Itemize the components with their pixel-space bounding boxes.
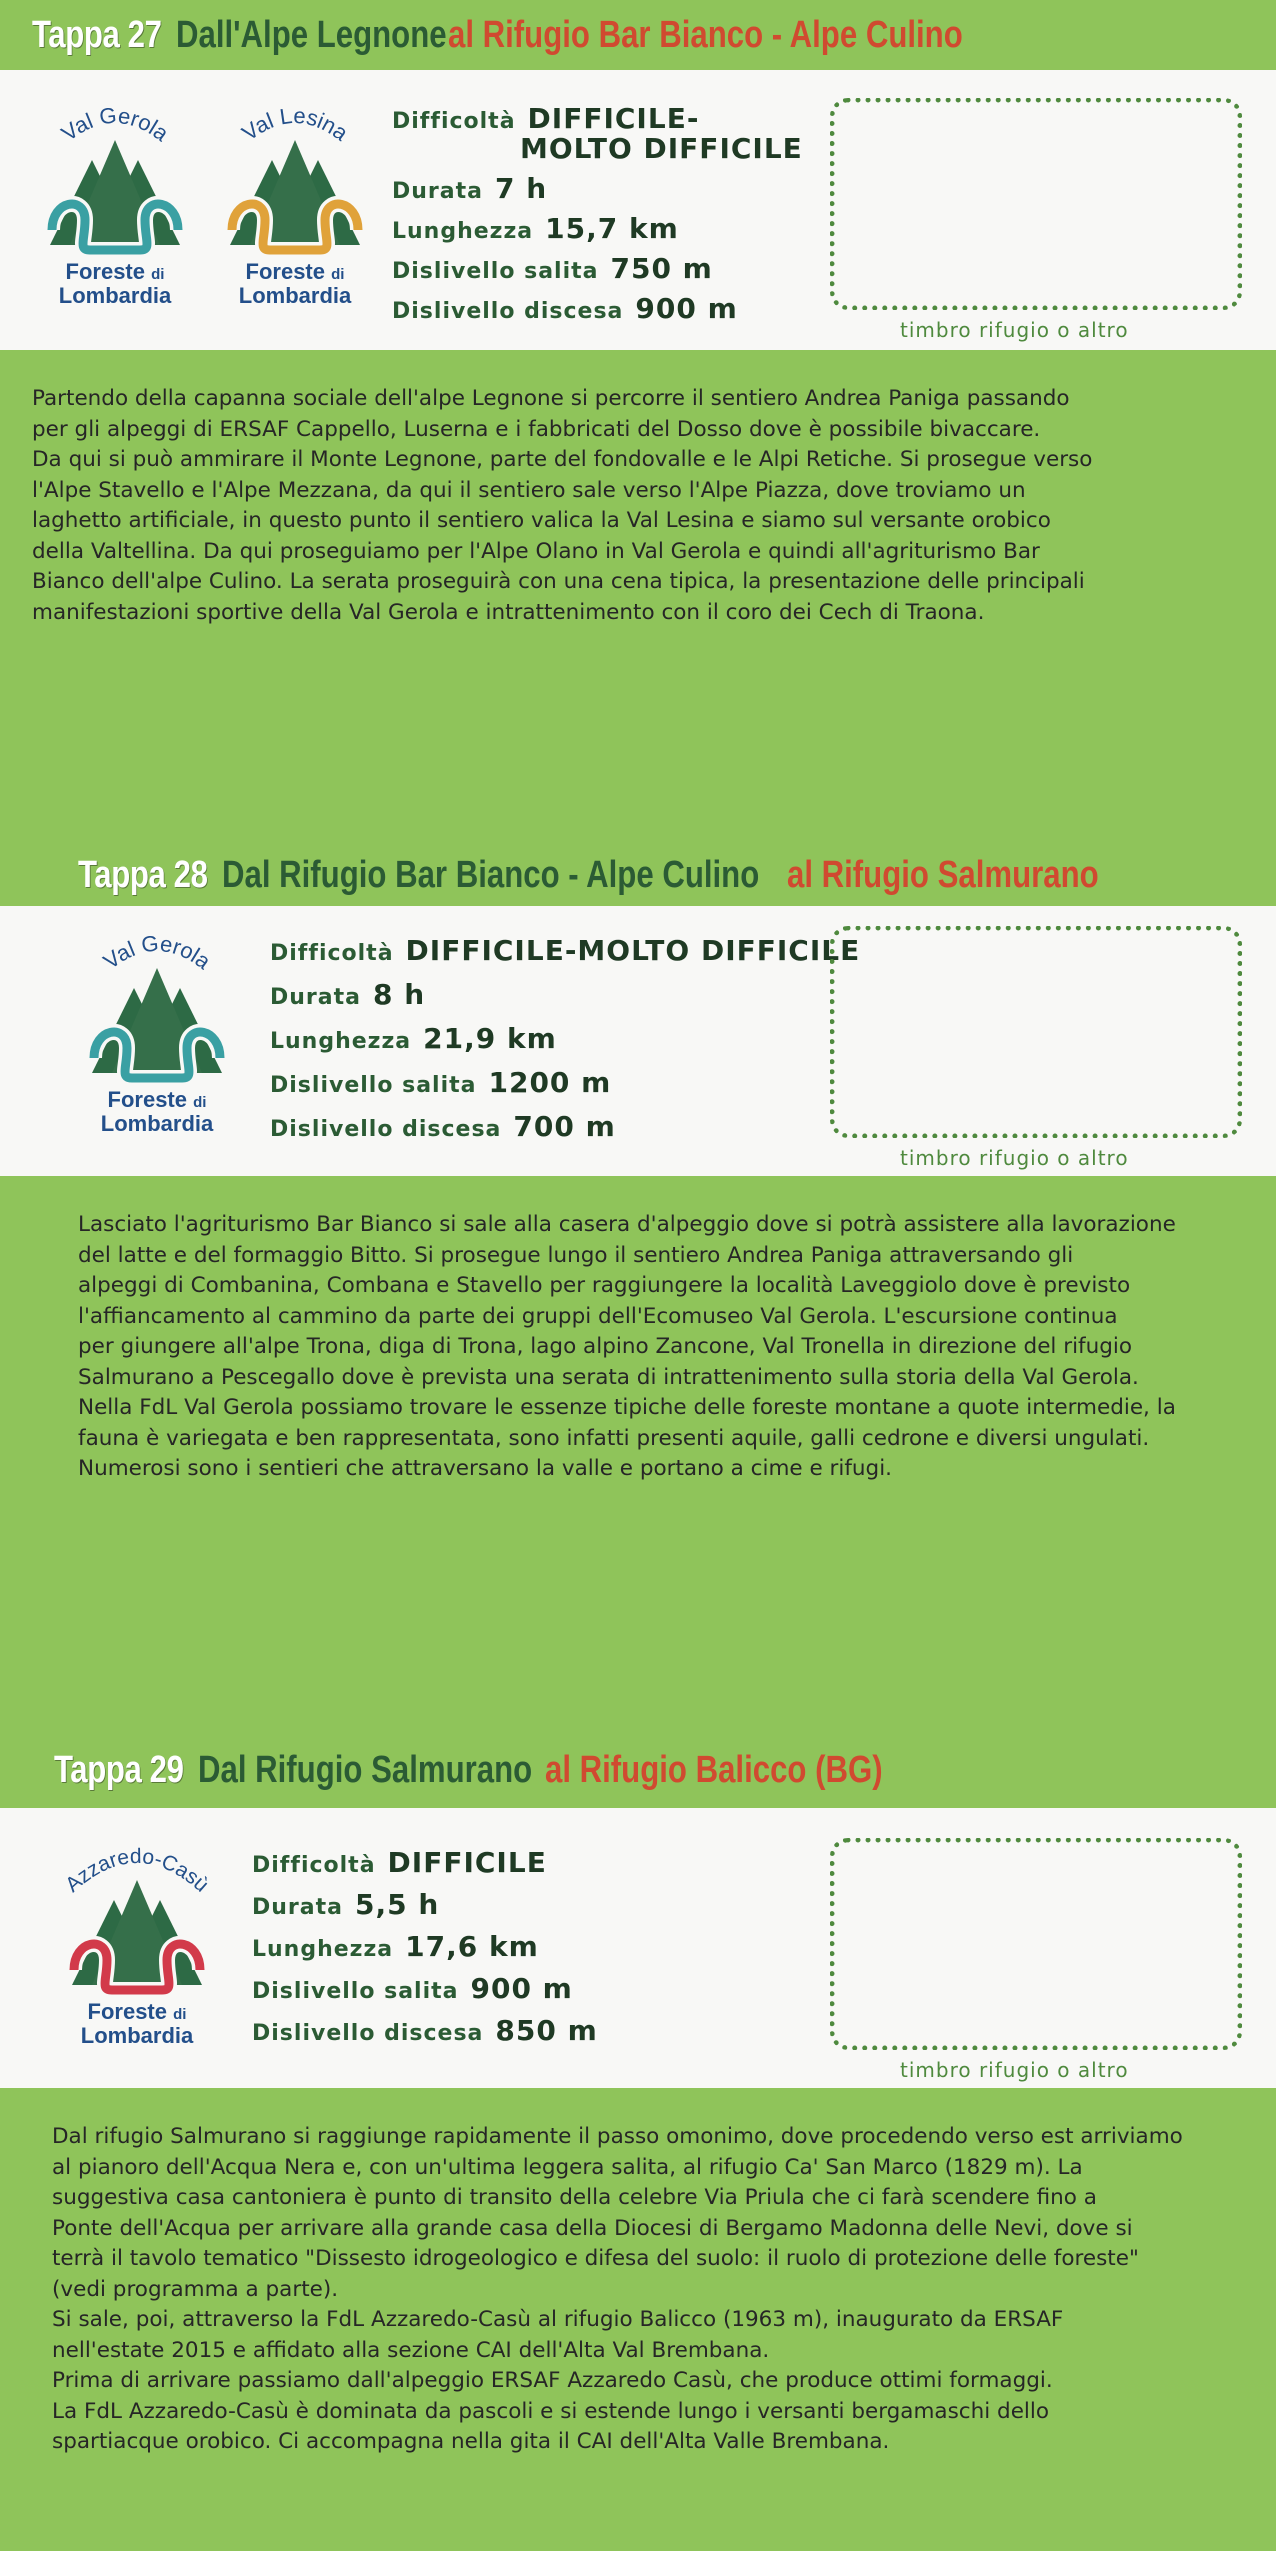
stamp-caption: timbro rifugio o altro: [900, 1146, 1129, 1170]
logo-name: Foreste di: [87, 1999, 187, 2024]
stat-ascent: Dislivello salita 900 m: [252, 1972, 573, 2005]
stage-title-to: al Rifugio Balicco (BG): [545, 1748, 884, 1791]
stat-duration: Durata 8 h: [270, 978, 426, 1011]
forest-logo-val-gerola: [30, 100, 200, 310]
description-line: La FdL Azzaredo-Casù è dominata da pascoli e si estende lungo i versanti bergamaschi dello: [52, 2398, 1050, 2424]
stamp-caption: timbro rifugio o altro: [900, 318, 1129, 342]
description-line: Si sale, poi, attraverso la FdL Azzaredo-Casù al rifugio Balicco (1963 m), inaugurato da ERSAF: [52, 2307, 1064, 2332]
description-line: Salmurano a Pescegallo dove è prevista una serata di intrattenimento sulla storia della Val Gerola.: [78, 1364, 1139, 1390]
description-line: terrà il tavolo tematico "Dissesto idrogeologico e difesa del suolo: il ruolo di protezione delle foreste": [52, 2246, 1139, 2271]
stage-description-27: [32, 384, 1092, 628]
logo-name-2: Lombardia: [58, 283, 172, 308]
logo-arc-text: Val Gerola: [56, 102, 174, 147]
logo-arc-text: Azzaredo-Casù: [61, 1844, 213, 1897]
forest-logo-azzaredo-casu: [52, 1840, 222, 2050]
logo-arc-text: Val Lesina: [237, 102, 353, 146]
stamp-box: [830, 1838, 1242, 2050]
description-line: spartiacque orobico. Ci accompagna nella gita il CAI dell'Alta Valle Brembana.: [52, 2429, 890, 2454]
logo-name-2: Lombardia: [80, 2023, 194, 2048]
logo-arc-text: Val Gerola: [98, 930, 216, 975]
logo-name: Foreste di: [245, 259, 345, 284]
stage-info-band-29: [0, 1808, 1276, 2088]
stat-difficulty-cont: MOLTO DIFFICILE: [520, 132, 803, 165]
stat-length: Lunghezza 15,7 km: [392, 212, 679, 245]
svg-text:Val Gerola: [99, 931, 216, 975]
stage-info-band-28: [0, 906, 1276, 1176]
description-line: al pianoro dell'Acqua Nera e, con un'ultima leggera salita, al rifugio Ca' San Marco (1829 m). La: [52, 2154, 1083, 2180]
svg-text:Val Lesina: [237, 103, 353, 146]
description-line: fauna è variegata e ben rappresentata, sono infatti presenti aquile, galli cedrone e diversi ungulati.: [78, 1425, 1150, 1451]
stage-number: Tappa 27: [32, 13, 162, 56]
stat-difficulty: Difficoltà DIFFICILE-MOLTO DIFFICILE: [270, 934, 861, 967]
description-line: del latte e del formaggio Bitto. Si prosegue lungo il sentiero Andrea Paniga attraversando gli: [78, 1242, 1074, 1268]
stage-title-29: [0, 1735, 1276, 1805]
description-line: Da qui si può ammirare il Monte Legnone, parte del fondovalle e le Alpi Retiche. Si prosegue verso: [32, 447, 1093, 472]
forest-logo-val-gerola: [72, 928, 242, 1138]
stage-info-band-27: [0, 70, 1276, 350]
forest-logo-icon: [52, 1840, 222, 2000]
description-line: per giungere all'alpe Trona, diga di Trona, lago alpino Zancone, Val Tronella in direzione del rifugio: [78, 1334, 1133, 1359]
description-line: nell'estate 2015 e affidato alla sezione CAI dell'Alta Val Brembana.: [52, 2337, 770, 2363]
stat-duration: Durata 7 h: [392, 172, 548, 205]
stage-number: Tappa 29: [54, 1748, 184, 1791]
description-line: per gli alpeggi di ERSAF Cappello, Luserna e i fabbricati del Dosso dove è possibile bivaccare.: [32, 416, 1041, 442]
forest-logo-icon: [72, 928, 242, 1088]
stat-length: Lunghezza 17,6 km: [252, 1930, 539, 1963]
stat-duration: Durata 5,5 h: [252, 1888, 440, 1921]
description-line: Numerosi sono i sentieri che attraversano la valle e portano a cime e rifugi.: [78, 1456, 893, 1481]
stat-descent: Dislivello discesa 700 m: [270, 1110, 616, 1143]
stage-title-from: Dal Rifugio Salmurano: [197, 1748, 533, 1791]
description-line: Dal rifugio Salmurano si raggiunge rapidamente il passo omonimo, dove procedendo verso est arriviamo: [52, 2124, 1183, 2149]
forest-logo-icon: [210, 100, 380, 260]
stage-stats-29: [252, 1846, 598, 2056]
stamp-box: [830, 98, 1242, 310]
description-line: Lasciato l'agriturismo Bar Bianco si sale alla casera d'alpeggio dove si potrà assistere alla lavorazione: [78, 1212, 1176, 1237]
stat-difficulty: Difficoltà DIFFICILE: [252, 1846, 547, 1879]
stage-number: Tappa 28: [78, 853, 208, 896]
logo-name: Foreste di: [107, 1087, 207, 1112]
logo-name-2: Lombardia: [238, 283, 352, 308]
description-line: Ponte dell'Acqua per arrivare alla grande casa della Diocesi di Bergamo Madonna delle Nevi, dove si: [52, 2215, 1133, 2241]
stat-descent: Dislivello discesa 900 m: [392, 292, 738, 325]
stage-title-to: al Rifugio Bar Bianco - Alpe Culino: [447, 13, 963, 56]
stage-title-27: [0, 0, 1276, 70]
stage-title-28: [0, 840, 1276, 910]
description-line: laghetto artificiale, in questo punto il sentiero valica la Val Lesina e siamo sul versante orobico: [32, 508, 1051, 533]
description-line: Prima di arrivare passiamo dall'alpeggio ERSAF Azzaredo Casù, che produce ottimi formaggi.: [52, 2368, 1053, 2393]
forest-logo-icon: [30, 100, 200, 260]
description-line: della Valtellina. Da qui proseguiamo per l'Alpe Olano in Val Gerola e quindi all'agriturismo Bar: [32, 538, 1040, 564]
description-line: Bianco dell'alpe Culino. La serata proseguirà con una cena tipica, la presentazione delle principali: [32, 569, 1085, 594]
description-line: Nella FdL Val Gerola possiamo trovare le essenze tipiche delle foreste montane a quote intermedie, la: [78, 1395, 1176, 1420]
stat-length: Lunghezza 21,9 km: [270, 1022, 557, 1055]
description-line: suggestiva casa cantoniera è punto di transito della celebre Via Priula che ci farà scendere fino a: [52, 2185, 1097, 2210]
logo-name-2: Lombardia: [100, 1111, 214, 1136]
description-line: Partendo della capanna sociale dell'alpe Legnone si percorre il sentiero Andrea Paniga passando: [32, 386, 1070, 411]
stamp-box: [830, 926, 1242, 1138]
svg-text:Val Gerola: [57, 103, 174, 147]
description-line: l'Alpe Stavello e l'Alpe Mezzana, da qui il sentiero sale verso l'Alpe Piazza, dove troviamo un: [32, 477, 1026, 503]
stat-difficulty: Difficoltà DIFFICILE-: [392, 102, 700, 135]
stamp-caption: timbro rifugio o altro: [900, 2058, 1129, 2082]
stage-description-29: [52, 2122, 1183, 2458]
forest-logo-val-lesina: [210, 100, 380, 310]
stage-stats-27: [392, 102, 803, 332]
stage-title-from: Dal Rifugio Bar Bianco - Alpe Culino: [221, 853, 760, 896]
stage-stats-28: [270, 934, 860, 1154]
stage-title-to: al Rifugio Salmurano: [787, 853, 1099, 896]
stat-ascent: Dislivello salita 750 m: [392, 252, 713, 285]
description-line: (vedi programma a parte).: [52, 2276, 339, 2302]
description-line: alpeggi di Combanina, Combana e Stavello per raggiungere la località Laveggiolo dove è previsto: [78, 1273, 1131, 1298]
stat-ascent: Dislivello salita 1200 m: [270, 1066, 612, 1099]
description-line: manifestazioni sportive della Val Gerola e intrattenimento con il coro dei Cech di Traona.: [32, 599, 985, 625]
stat-descent: Dislivello discesa 850 m: [252, 2014, 598, 2047]
description-line: l'affiancamento al cammino da parte dei gruppi dell'Ecomuseo Val Gerola. L'escursione continua: [78, 1303, 1118, 1329]
stage-description-28: [78, 1210, 1176, 1485]
logo-name: Foreste di: [65, 259, 165, 284]
stage-title-from: Dall'Alpe Legnone: [175, 13, 447, 56]
